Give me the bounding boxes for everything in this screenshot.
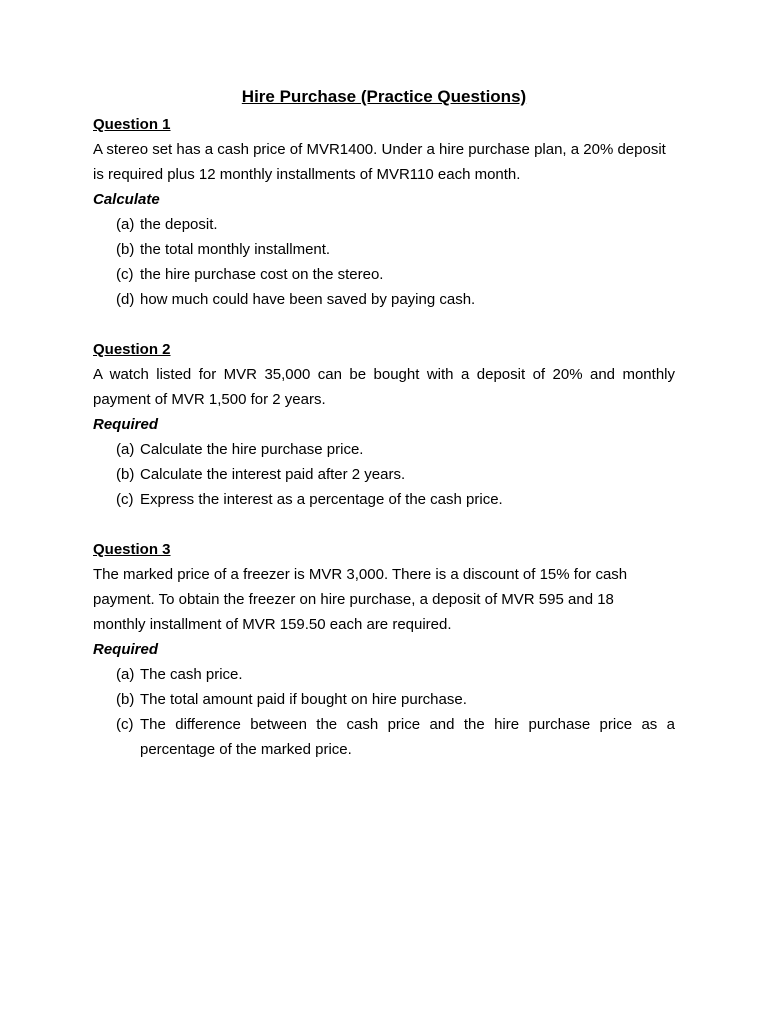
sub-question-marker: (b) [116, 241, 135, 258]
sub-question [116, 262, 675, 287]
spacer [93, 512, 675, 537]
sub-question-text: Calculate the hire purchase price. [140, 441, 364, 458]
question-1 [93, 112, 675, 312]
sub-question-list [93, 437, 675, 512]
sub-question-marker: (c) [116, 266, 134, 283]
sub-question [116, 212, 675, 237]
sub-question-text: Calculate the interest paid after 2 years. [140, 466, 406, 483]
sub-question-text: how much could have been saved by paying cash. [140, 291, 476, 308]
question-body: A stereo set has a cash price of MVR1400. Under a hire purchase plan, a 20% deposit is required plus 12 monthly installments of MVR110 each month. [93, 141, 666, 183]
sub-question-marker: (d) [116, 291, 135, 308]
sub-question-text: the hire purchase cost on the stereo. [140, 266, 384, 283]
question-body-line: monthly installment of MVR 159.50 each are required. [93, 616, 452, 633]
instruction-label: Required [93, 416, 159, 433]
question-body-line: payment. To obtain the freezer on hire purchase, a deposit of MVR 595 and 18 [93, 591, 614, 608]
document-title: Hire Purchase (Practice Questions) [241, 87, 527, 106]
question-body: A watch listed for MVR 35,000 can be bought with a deposit of 20% and monthly payment of MVR 1,500 for 2 years. [93, 366, 675, 408]
question-heading: Question 1 [93, 116, 171, 133]
sub-question-list [93, 662, 675, 762]
sub-question [116, 712, 675, 762]
question-heading: Question 2 [93, 341, 171, 358]
instruction-label: Required [93, 641, 159, 658]
sub-question [116, 287, 675, 312]
question-heading: Question 3 [93, 541, 171, 558]
sub-question-marker: (b) [116, 466, 135, 483]
sub-question-list [93, 212, 675, 312]
question-body-line: The marked price of a freezer is MVR 3,000. There is a discount of 15% for cash [93, 566, 628, 583]
question-2 [93, 337, 675, 512]
sub-question [116, 237, 675, 262]
sub-question [116, 487, 675, 512]
sub-question [116, 662, 675, 687]
sub-question-text: The total amount paid if bought on hire purchase. [140, 691, 467, 708]
spacer [93, 312, 675, 337]
sub-question-text: The difference between the cash price and the hire purchase price as a percentage of the marked price. [140, 716, 675, 758]
instruction-label: Calculate [93, 191, 160, 208]
question-3 [93, 537, 675, 762]
sub-question [116, 462, 675, 487]
sub-question-marker: (b) [116, 691, 135, 708]
sub-question-marker: (a) [116, 216, 135, 233]
sub-question-marker: (a) [116, 666, 135, 683]
sub-question-text: the total monthly installment. [140, 241, 331, 258]
sub-question-text: the deposit. [140, 216, 218, 233]
sub-question [116, 687, 675, 712]
sub-question-marker: (c) [116, 491, 134, 508]
document-page [93, 84, 675, 762]
sub-question-text: Express the interest as a percentage of the cash price. [140, 491, 503, 508]
sub-question [116, 437, 675, 462]
sub-question-marker: (a) [116, 441, 135, 458]
sub-question-text: The cash price. [140, 666, 243, 683]
sub-question-marker: (c) [116, 716, 134, 733]
